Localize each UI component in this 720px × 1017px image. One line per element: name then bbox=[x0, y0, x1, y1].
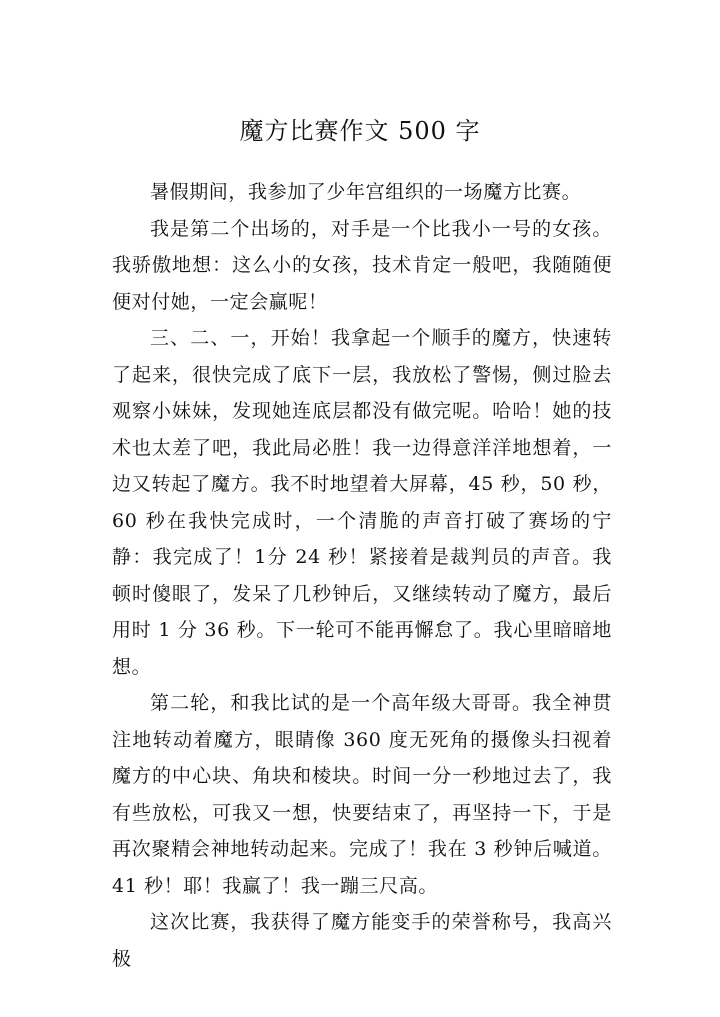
paragraph-3: 三、二、一，开始！我拿起一个顺手的魔方，快速转了起来，很快完成了底下一层，我放松了警惕，侧过脸去观察小妹妹，发现她连底层都没有做完呢。哈哈！她的技术也太差了吧，我此局必胜！我一边得意洋洋地想着，一边又转起了魔方。我不时地望着大屏幕，45 秒，50 秒，60 秒在我快完成时，一个清脆的声音打破了赛场的宁静：我完成了！1分 24 秒！紧接着是裁判员的声音。我顿时傻眼了，发呆了几秒钟后，又继续转动了魔方，最后用时 1 分 36 秒。下一轮可不能再懈怠了。我心里暗暗地想。 bbox=[112, 327, 612, 678]
document-body bbox=[112, 174, 612, 977]
paragraph-4: 第二轮，和我比试的是一个高年级大哥哥。我全神贯注地转动着魔方，眼睛像 360 度无死角的摄像头扫视着魔方的中心块、角块和棱块。时间一分一秒地过去了，我有些放松，可我又一想，快要结束了，再坚持一下，于是再次聚精会神地转动起来。完成了！我在 3 秒钟后喊道。41 秒！耶！我赢了！我一蹦三尺高。 bbox=[112, 692, 612, 897]
document-title: 魔方比赛作文 500 字 bbox=[239, 117, 481, 145]
paragraph-1: 暑假期间，我参加了少年宫组织的一场魔方比赛。 bbox=[150, 181, 582, 203]
paragraph-2: 我是第二个出场的，对手是一个比我小一号的女孩。我骄傲地想：这么小的女孩，技术肯定一般吧，我随随便便对付她，一定会赢呢！ bbox=[112, 217, 612, 313]
paragraph-5: 这次比赛，我获得了魔方能变手的荣誉称号，我高兴极 bbox=[112, 911, 612, 970]
